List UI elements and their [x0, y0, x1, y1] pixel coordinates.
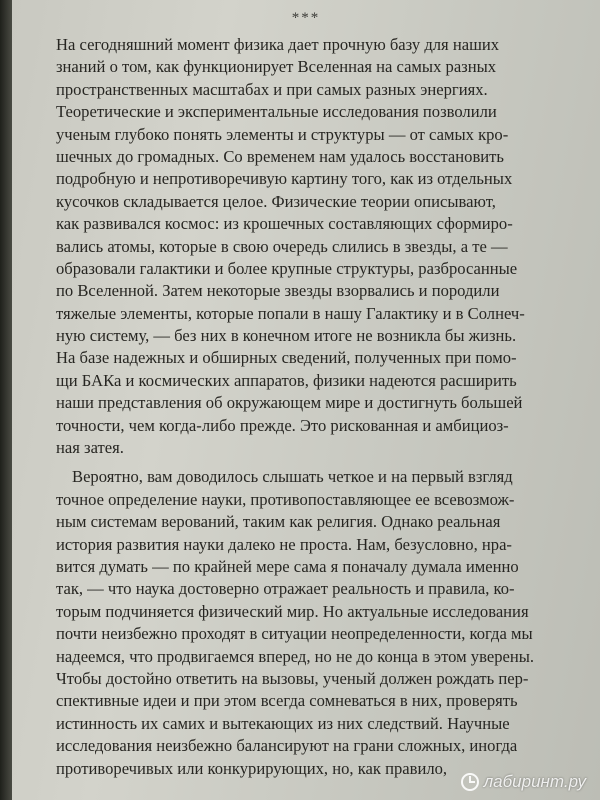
text-line: Чтобы достойно ответить на вызовы, ученый должен рождать пер-: [56, 668, 529, 688]
site-watermark: [460, 772, 586, 792]
text-line: спективные идеи и при этом всегда сомневаться в них, проверять: [56, 691, 518, 711]
text-line: На базе надежных и обширных сведений, полученных при помо-: [56, 348, 517, 368]
text-line: На сегодняшний момент физика дает прочную базу для наших: [56, 35, 500, 54]
text-line: образовали галактики и более крупные структуры, разбросанные: [56, 258, 518, 278]
text-line: почти неизбежно проходят в ситуации неопределенности, когда мы: [56, 624, 533, 644]
text-line: надеемся, что продвигаемся вперед, но не до конца в этом уверены.: [56, 646, 535, 666]
watermark-text: лабиринт.ру: [483, 772, 586, 791]
book-page: [12, 0, 600, 800]
text-line: подробную и непротиворечивую картину того, как из отдельных: [56, 169, 513, 189]
text-line: тяжелые элементы, которые попали в нашу Галактику и в Солнеч-: [56, 303, 525, 323]
text-line: вались атомы, которые в свою очередь слились в звезды, а те —: [56, 236, 508, 256]
text-line: точное определение науки, противопоставляющее ее всевозмож-: [56, 489, 515, 509]
text-line: кусочков складывается целое. Физические теории описывают,: [56, 191, 496, 211]
page-text: [56, 34, 581, 780]
text-line: ную систему, — без них в конечном итоге не возникла бы жизнь.: [56, 326, 517, 346]
text-line: вится думать — по крайней мере сама я поначалу думала именно: [56, 556, 519, 576]
text-line: ным системам верований, таким как религия. Однако реальная: [56, 512, 501, 532]
paragraph-1: [56, 34, 581, 459]
text-line: ученым глубоко понять элементы и структуры — от самых кро-: [56, 124, 509, 144]
text-line: Вероятно, вам доводилось слышать четкое и на первый взгляд: [72, 467, 513, 487]
text-line: Теоретические и экспериментальные исследования позволили: [56, 102, 497, 122]
text-line: точности, чем когда-либо прежде. Это рискованная и амбициоз-: [56, 415, 509, 435]
text-line: так, — что наука достоверно отражает реальность и правила, ко-: [56, 579, 515, 599]
text-line: истинность их самих и вытекающих из них следствий. Научные: [56, 713, 510, 733]
text-line: пространственных масштабах и при самых разных энергиях.: [56, 79, 488, 99]
paragraph-2: [56, 466, 581, 779]
labirint-logo-icon: [460, 772, 480, 792]
text-line: наши представления об окружающем мире и достигнуть большей: [56, 393, 523, 413]
text-line: история развития науки далеко не проста. Нам, безусловно, нра-: [56, 534, 512, 554]
text-line: как развивался космос: из крошечных составляющих сформиро-: [56, 214, 513, 234]
text-line: щи БАКа и космических аппаратов, физики надеются расширить: [56, 370, 517, 390]
text-line: исследования неизбежно балансируют на грани сложных, иногда: [56, 736, 518, 756]
text-line: противоречивых или конкурирующих, но, как правило,: [56, 758, 448, 778]
text-line: ная затея.: [56, 438, 124, 458]
text-line: знаний о том, как функционирует Вселенная на самых разных: [56, 57, 497, 77]
text-line: торым подчиняется физический мир. Но актуальные исследования: [56, 601, 529, 621]
paragraph-gap: [56, 459, 581, 466]
text-line: шечных до громадных. Со временем нам удалось восстановить: [56, 146, 504, 166]
section-ornament: ***: [291, 10, 321, 26]
text-line: по Вселенной. Затем некоторые звезды взорвались и породили: [56, 281, 500, 301]
book-spine-shadow: [0, 0, 12, 800]
